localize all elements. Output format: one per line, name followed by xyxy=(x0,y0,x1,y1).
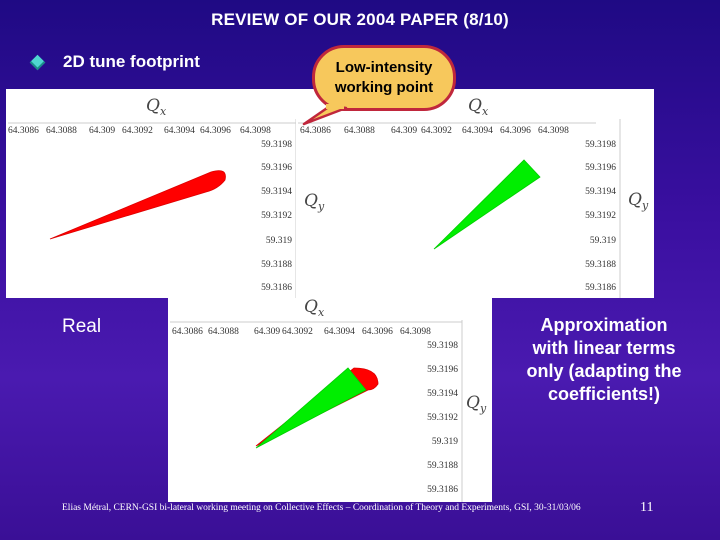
y-tick: 59.319 xyxy=(431,437,458,447)
y-tick: 59.3198 xyxy=(585,140,616,150)
plot-real-top xyxy=(6,89,296,298)
x-tick: 64.3098 xyxy=(240,126,271,136)
x-tick: 64.3086 xyxy=(8,126,39,136)
slide-title: REVIEW OF OUR 2004 PAPER (8/10) xyxy=(211,10,509,29)
bullet-item xyxy=(32,52,200,72)
bullet-text: 2D tune footprint xyxy=(63,52,200,71)
y-tick: 59.3196 xyxy=(261,163,292,173)
plot-overlay-bottom xyxy=(168,298,492,502)
y-tick: 59.3192 xyxy=(585,211,616,221)
x-tick-labels xyxy=(8,126,271,136)
y-tick: 59.3186 xyxy=(585,283,616,293)
plot-overlay-bottom-svg xyxy=(168,298,492,502)
y-tick: 59.3186 xyxy=(261,283,292,293)
x-tick-labels xyxy=(172,327,431,337)
y-tick: 59.3194 xyxy=(427,389,458,399)
x-tick: 64.3096 xyxy=(500,126,531,136)
page-number: 11 xyxy=(640,500,654,515)
y-axis-label-left xyxy=(302,190,332,214)
x-tick: 64.3094 xyxy=(462,126,493,136)
y-tick: 59.319 xyxy=(589,236,616,246)
x-tick: 64.3096 xyxy=(200,126,231,136)
y-tick: 59.3196 xyxy=(585,163,616,173)
callout-pointer-icon xyxy=(300,100,350,130)
y-tick: 59.319 xyxy=(265,236,292,246)
x-tick: 64.3098 xyxy=(400,327,431,337)
x-tick: 64.309 xyxy=(254,327,281,337)
x-tick: 64.3086 xyxy=(300,126,331,136)
x-tick: 64.3092 xyxy=(421,126,452,136)
x-tick: 64.309 xyxy=(89,126,116,136)
tune-footprint-approx xyxy=(434,160,540,249)
y-tick: 59.3196 xyxy=(427,365,458,375)
callout-line-2: working point xyxy=(334,79,434,96)
footer-text: Elias Métral, CERN-GSI bi-lateral working meeting on Collective Effects – Coordination of Theory and Experiments, GSI, 30-31/03/06 xyxy=(62,503,581,513)
y-tick: 59.3198 xyxy=(427,341,458,351)
svg-text:Qy: $Q_y$ xyxy=(304,191,325,213)
tune-footprint-real xyxy=(50,171,225,239)
diamond-bullet-icon xyxy=(30,54,46,70)
y-tick-labels xyxy=(427,341,458,495)
y-axis-label: $Q_y$ xyxy=(628,190,649,212)
x-tick: 64.3088 xyxy=(208,327,239,337)
y-tick: 59.3194 xyxy=(585,187,616,197)
plot-real-top-svg xyxy=(6,89,296,298)
x-axis-label: $Q_x$ xyxy=(304,298,325,319)
x-tick: 64.309 xyxy=(391,126,418,136)
y-tick: 59.3192 xyxy=(261,211,292,221)
y-tick-labels xyxy=(585,140,616,293)
y-tick: 59.3188 xyxy=(427,461,458,471)
x-tick: 64.3088 xyxy=(344,126,375,136)
x-tick: 64.3094 xyxy=(324,327,355,337)
x-tick: 64.3092 xyxy=(282,327,313,337)
y-axis-label: $Q_y$ xyxy=(466,393,487,415)
real-label: Real xyxy=(62,316,102,337)
callout-line-1: Low-intensity xyxy=(335,59,433,76)
y-tick: 59.3186 xyxy=(427,485,458,495)
approximation-label: Approximation with linear terms only (adapting the coefficients!) xyxy=(526,315,682,404)
x-tick: 64.3092 xyxy=(122,126,153,136)
tune-footprint-approx xyxy=(256,368,366,448)
x-tick: 64.3094 xyxy=(164,126,195,136)
x-axis-label: $Q_x$ xyxy=(468,96,489,118)
x-tick: 64.3086 xyxy=(172,327,203,337)
x-tick: 64.3088 xyxy=(46,126,77,136)
x-tick: 64.3098 xyxy=(538,126,569,136)
y-tick: 59.3192 xyxy=(427,413,458,423)
y-tick: 59.3198 xyxy=(261,140,292,150)
y-tick: 59.3188 xyxy=(261,260,292,270)
y-tick: 59.3194 xyxy=(261,187,292,197)
x-axis-label: $Q_x$ xyxy=(146,96,167,118)
y-tick-labels xyxy=(261,140,292,293)
y-tick: 59.3188 xyxy=(585,260,616,270)
x-tick: 64.3096 xyxy=(362,327,393,337)
